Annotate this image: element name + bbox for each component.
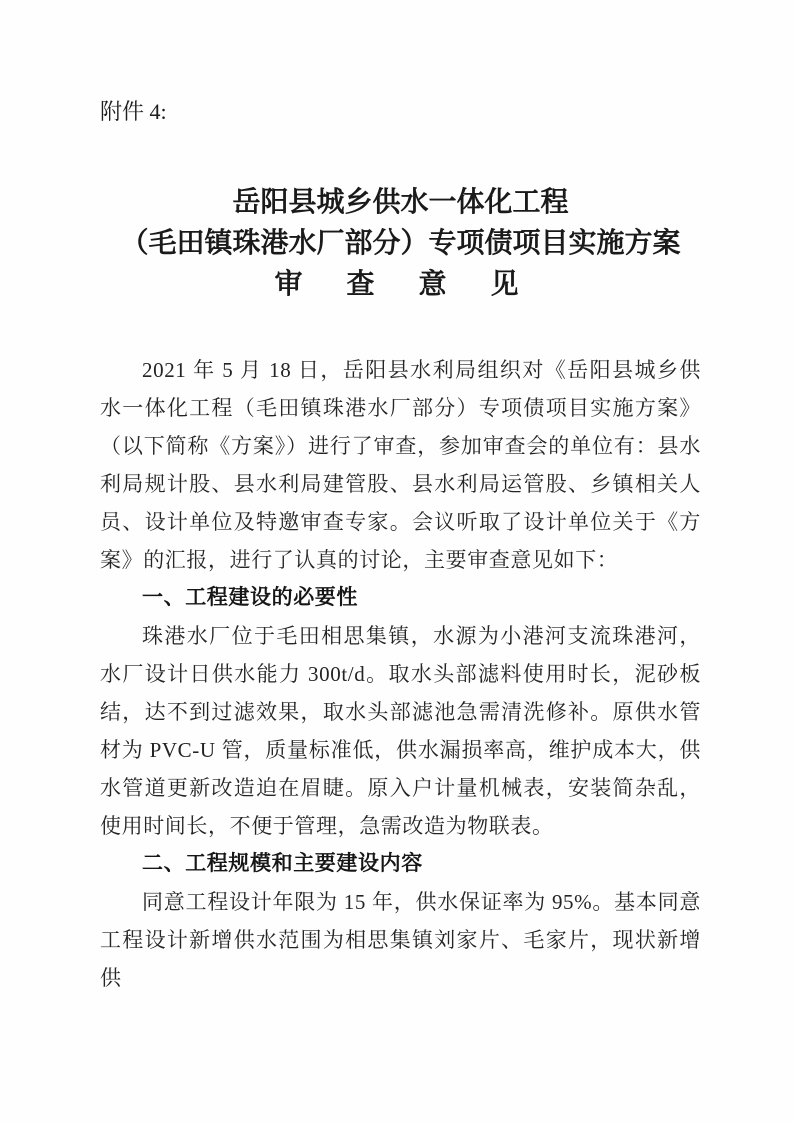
document-title	[100, 182, 701, 305]
section-heading-scale: 二、工程规模和主要建设内容	[142, 852, 423, 875]
document-body	[100, 351, 701, 997]
section-heading-necessity: 一、工程建设的必要性	[142, 586, 358, 609]
paragraph-intro: 2021 年 5 月 18 日，岳阳县水利局组织对《岳阳县城乡供水一体化工程（毛田镇珠港水厂部分）专项债项目实施方案》（以下简称《方案》）进行了审查，参加审查会的单位有：县水利局规计股、县水利局建管股、县水利局运管股、乡镇相关人员、设计单位及特邀审查专家。会议听取了设计单位关于《方案》的汇报，进行了认真的讨论，主要审查意见如下：	[100, 358, 701, 572]
title-line-2: （毛田镇珠港水厂部分）专项债项目实施方案	[120, 228, 681, 259]
title-line-3: 审 查 意 见	[274, 269, 527, 300]
paragraph-necessity: 珠港水厂位于毛田相思集镇，水源为小港河支流珠港河，水厂设计日供水能力 300t/d。取水头部滤料使用时长，泥砂板结，达不到过滤效果，取水头部滤池急需清洗修补。原供水管材为 PVC-U 管，质量标准低，供水漏损率高，维护成本大，供水管道更新改造迫在眉睫。原入户计量机械表，安装简杂乱，使用时间长，不便于管理，急需改造为物联表。	[100, 624, 701, 838]
paragraph-scale: 同意工程设计年限为 15 年，供水保证率为 95%。基本同意工程设计新增供水范围为相思集镇刘家片、毛家片，现状新增供	[100, 890, 701, 990]
attachment-label: 附件 4:	[100, 99, 167, 124]
title-line-1: 岳阳县城乡供水一体化工程	[232, 187, 569, 218]
